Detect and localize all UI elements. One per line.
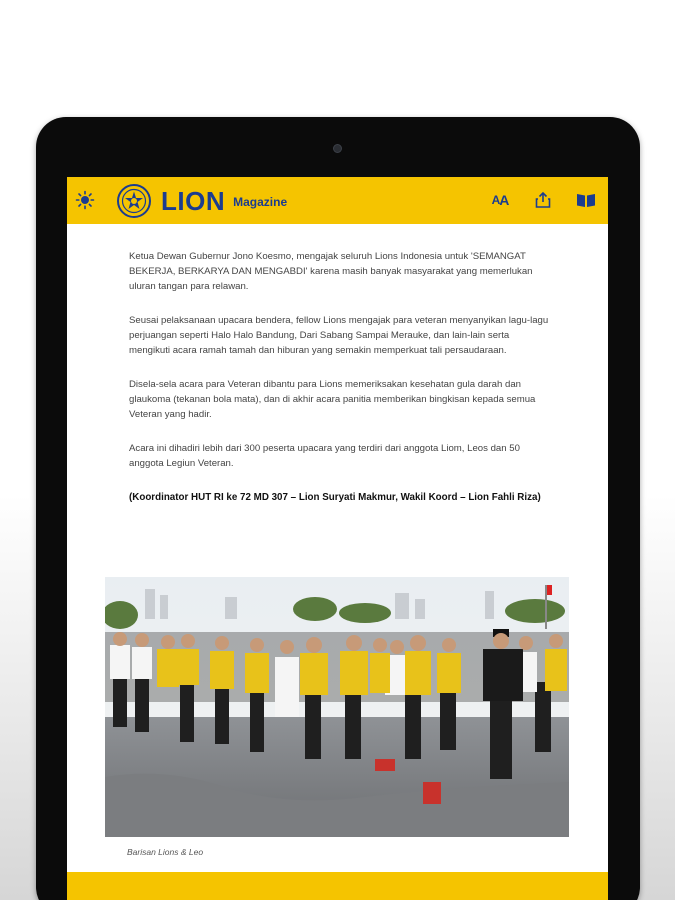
header-toolbar [490,189,596,211]
article-paragraph: Disela-sela acara para Veteran dibantu para Lions memeriksakan kesehatan gula darah dan glaukoma (tekanan bola mata), dan di akhir acara panitia memberikan bingkisan kepada semua Veteran yang hadir. [129,379,536,420]
font-size-button[interactable] [490,189,510,211]
article-photo[interactable] [105,577,569,837]
bottom-bar [67,872,608,900]
photo-caption: Barisan Lions & Leo [127,847,204,857]
sun-icon[interactable] [75,190,95,210]
book-icon[interactable] [576,189,596,211]
coordinator-credit: (Koordinator HUT RI ke 72 MD 307 – Lion Suryati Makmur, Wakil Koord – Lion Fahli Riza) [129,492,541,503]
app-screen [67,177,608,900]
lions-emblem-icon [117,184,151,218]
lion-magazine-logo [117,183,287,219]
share-icon[interactable] [533,189,553,211]
logo-text: LION [161,186,226,216]
front-camera [333,144,342,153]
article-paragraph: Acara ini dihadiri lebih dari 300 peserta upacara yang terdiri dari anggota Liom, Leos dan 50 anggota Legiun Veteran. [129,443,520,469]
tablet-device [36,117,640,900]
app-header [67,177,608,224]
logo-subtitle: Magazine [233,195,288,209]
font-size-small-label: A [491,193,500,207]
article-paragraph: Ketua Dewan Gubernur Jono Koesmo, mengajak seluruh Lions Indonesia untuk 'SEMANGAT BEKERJA, BERKARYA DAN MENGABDI' karena masih banyak masyarakat yang memerlukan uluran tangan para relawan. [129,251,533,292]
article-body [129,249,549,505]
font-size-large-label: A [499,192,509,208]
article-paragraph: Seusai pelaksanaan upacara bendera, fellow Lions mengajak para veteran menyanyikan lagu-lagu perjuangan seperti Halo Halo Bandung, Dari Sabang Sampai Merauke, dan lain-lain serta mengikuti acara ramah tamah dan hiburan yang semakin memperkuat tali persaudaraan. [129,315,549,356]
